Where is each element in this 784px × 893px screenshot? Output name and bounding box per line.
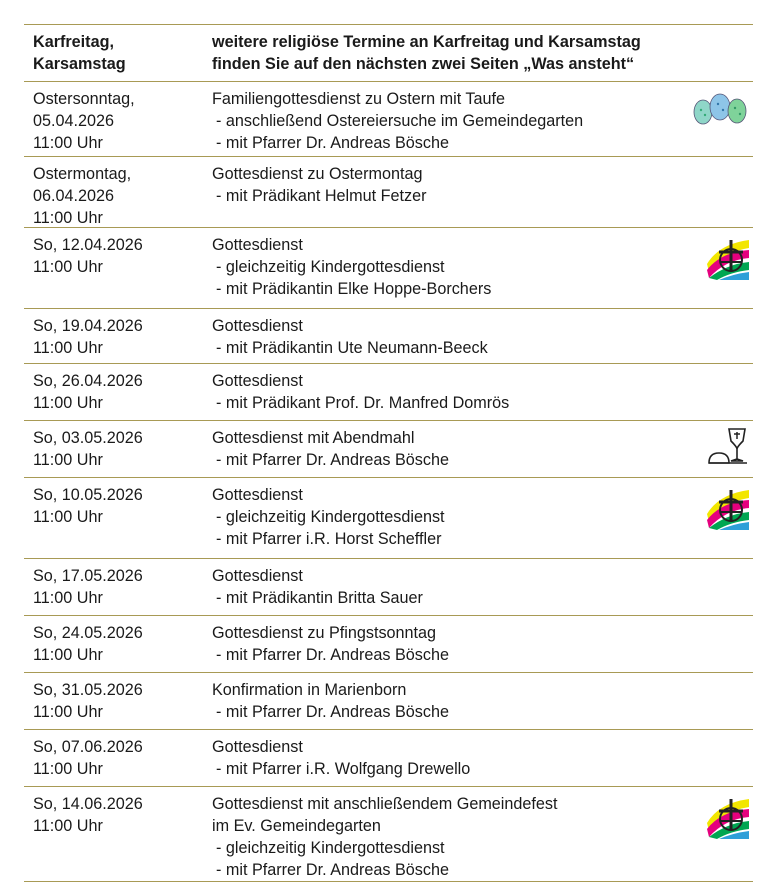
event-cell: [212, 616, 753, 672]
date-line: 11:00 Uhr: [33, 339, 103, 357]
table-row: [24, 786, 753, 882]
event-title: Gottesdienst zu Ostermontag: [212, 165, 423, 183]
date-line: So, 14.06.2026: [33, 795, 143, 813]
table-row: [24, 227, 753, 308]
event-detail: - mit Pfarrer Dr. Andreas Bösche: [212, 644, 753, 666]
header-col-date: [24, 25, 212, 81]
table-row: [24, 156, 753, 227]
date-line: 11:00 Uhr: [33, 394, 103, 412]
date-line: Ostermontag,: [33, 165, 132, 183]
date-line: So, 07.06.2026: [33, 738, 143, 756]
event-detail: - mit Pfarrer Dr. Andreas Bösche: [212, 132, 753, 154]
table-row: [24, 558, 753, 615]
table-row: [24, 672, 753, 729]
easter-eggs-icon: [689, 90, 751, 131]
event-title: Gottesdienst mit Abendmahl: [212, 429, 415, 447]
date-line: So, 31.05.2026: [33, 681, 143, 699]
event-title: Gottesdienst mit anschließendem Gemeindefest: [212, 795, 558, 813]
event-detail: - mit Pfarrer i.R. Horst Scheffler: [212, 528, 753, 550]
table-row: [24, 729, 753, 786]
event-detail: - mit Pfarrer Dr. Andreas Bösche: [212, 859, 753, 881]
event-cell: [212, 559, 753, 615]
date-line: 11:00 Uhr: [33, 589, 103, 607]
event-cell: [212, 421, 753, 477]
date-cell: [24, 364, 212, 420]
event-title: Gottesdienst: [212, 738, 303, 756]
table-row: [24, 308, 753, 363]
event-title: Familiengottesdienst zu Ostern mit Taufe: [212, 90, 506, 108]
event-detail: - mit Prädikantin Elke Hoppe-Borchers: [212, 278, 753, 300]
event-cell: [212, 730, 753, 786]
event-cell: [212, 673, 753, 729]
event-cell: [212, 157, 753, 227]
date-cell: [24, 309, 212, 363]
event-title: Gottesdienst: [212, 486, 303, 504]
event-detail: - mit Prädikant Prof. Dr. Manfred Domrös: [212, 392, 753, 414]
header-event-line: weitere religiöse Termine an Karfreitag und Karsamstag: [212, 33, 641, 51]
event-title: Gottesdienst: [212, 236, 303, 254]
event-detail: - mit Pfarrer i.R. Wolfgang Drewello: [212, 758, 753, 780]
date-line: So, 17.05.2026: [33, 567, 143, 585]
date-cell: [24, 478, 212, 558]
event-detail: - mit Pfarrer Dr. Andreas Bösche: [212, 449, 753, 471]
header-col-event: [212, 25, 753, 81]
date-cell: [24, 228, 212, 308]
date-line: So, 12.04.2026: [33, 236, 143, 254]
date-cell: [24, 673, 212, 729]
date-line: 11:00 Uhr: [33, 508, 103, 526]
date-cell: [24, 559, 212, 615]
event-cell: [212, 228, 753, 308]
kids-church-icon: [705, 234, 751, 285]
header-date-line: Karsamstag: [33, 55, 126, 73]
table-row: [24, 420, 753, 477]
date-line: So, 24.05.2026: [33, 624, 143, 642]
date-cell: [24, 730, 212, 786]
event-title: Konfirmation in Marienborn: [212, 681, 407, 699]
header-date-line: Karfreitag,: [33, 33, 114, 51]
event-detail: - mit Prädikant Helmut Fetzer: [212, 185, 753, 207]
date-line: So, 26.04.2026: [33, 372, 143, 390]
event-detail: - gleichzeitig Kindergottesdienst: [212, 837, 753, 859]
event-title: Gottesdienst: [212, 372, 303, 390]
table-row: [24, 363, 753, 420]
event-detail: - mit Pfarrer Dr. Andreas Bösche: [212, 701, 753, 723]
date-line: 11:00 Uhr: [33, 817, 103, 835]
event-title: Gottesdienst zu Pfingstsonntag: [212, 624, 437, 642]
event-cell: [212, 787, 753, 881]
date-line: Ostersonntag,: [33, 90, 135, 108]
table-row: [24, 477, 753, 558]
date-line: 11:00 Uhr: [33, 134, 103, 152]
event-cell: [212, 478, 753, 558]
event-cell: [212, 309, 753, 363]
date-line: 11:00 Uhr: [33, 451, 103, 469]
kids-church-icon: [705, 793, 751, 844]
date-line: 06.04.2026: [33, 187, 115, 205]
table-row: [24, 81, 753, 156]
event-detail: - mit Prädikantin Ute Neumann-Beeck: [212, 337, 753, 359]
communion-icon: [707, 427, 751, 472]
date-line: 11:00 Uhr: [33, 703, 103, 721]
date-line: 11:00 Uhr: [33, 258, 103, 276]
table-row: [24, 615, 753, 672]
service-schedule-table: [24, 24, 753, 882]
date-cell: [24, 421, 212, 477]
date-line: 11:00 Uhr: [33, 209, 103, 227]
date-cell: [24, 787, 212, 881]
date-line: 11:00 Uhr: [33, 760, 103, 778]
date-line: 05.04.2026: [33, 112, 115, 130]
date-line: So, 10.05.2026: [33, 486, 143, 504]
header-event-line: finden Sie auf den nächsten zwei Seiten „Was ansteht“: [212, 55, 635, 73]
date-line: So, 19.04.2026: [33, 317, 143, 335]
event-title: Gottesdienst: [212, 567, 303, 585]
date-cell: [24, 82, 212, 156]
table-header: [24, 24, 753, 81]
event-detail: - gleichzeitig Kindergottesdienst: [212, 256, 753, 278]
event-title: im Ev. Gemeindegarten: [212, 817, 381, 835]
event-cell: [212, 364, 753, 420]
date-cell: [24, 616, 212, 672]
date-line: 11:00 Uhr: [33, 646, 103, 664]
event-title: Gottesdienst: [212, 317, 303, 335]
event-detail: - gleichzeitig Kindergottesdienst: [212, 506, 753, 528]
kids-church-icon: [705, 484, 751, 535]
event-detail: - mit Prädikantin Britta Sauer: [212, 587, 753, 609]
date-cell: [24, 157, 212, 227]
event-detail: - anschließend Ostereiersuche im Gemeindegarten: [212, 110, 753, 132]
event-cell: [212, 82, 753, 156]
date-line: So, 03.05.2026: [33, 429, 143, 447]
